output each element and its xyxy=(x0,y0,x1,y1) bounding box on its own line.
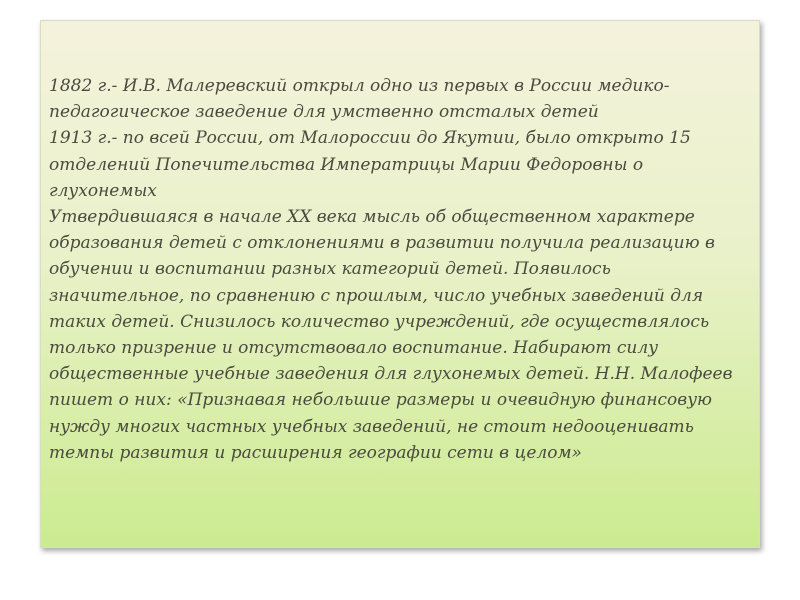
slide-body-text xyxy=(49,73,749,466)
paragraph-1882: 1882 г.- И.В. Малеревский открыл одно из первых в России медико- педагогическое заведение для умственно отсталых детей xyxy=(49,76,670,123)
paragraph-1913: 1913 г.- по всей России, от Малороссии до Якутии, было открыто 15 отделений Попечительства Императрицы Марии Федоровны о глухонемых xyxy=(49,128,691,201)
paragraph-xx-century: Утвердившаяся в начале XX века мысль об общественном характере образования детей с отклонениями в развитии получила реализацию в обучении и воспитании разных категорий детей. Появилось значительное, по сравнению с прошлым, число учебных заведений для таких детей. Снизилось количество учреждений, где осуществлялось только призрение и отсутствовало воспитание. Набирают силу общественные учебные заведения для глухонемых детей. Н.Н. Малофеев пишет о них: «Признавая небольшие размеры и очевидную финансовую нужду многих частных учебных заведений, не стоит недооценивать темпы развития и расширения географии сети в целом» xyxy=(49,207,733,463)
slide-card xyxy=(40,20,760,548)
